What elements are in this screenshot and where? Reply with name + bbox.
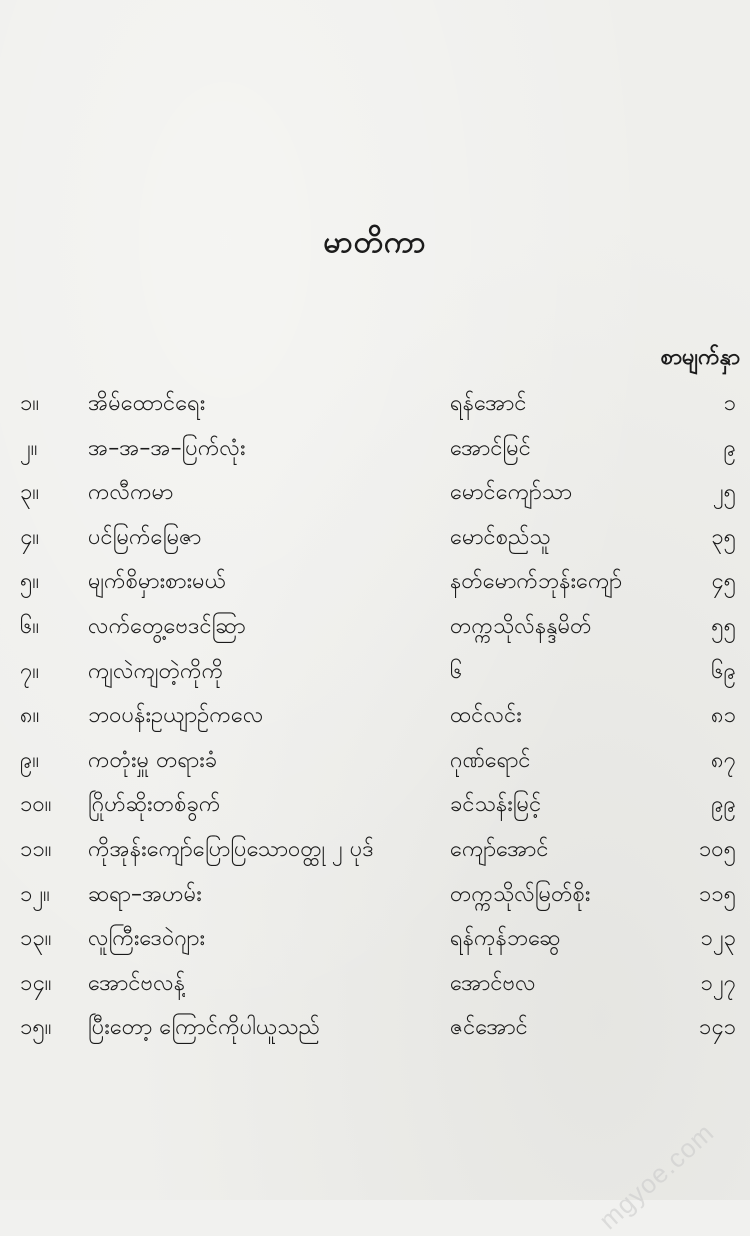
chapter-title: မျက်စိမှားစားမယ် <box>88 569 227 595</box>
page-number: ၉ <box>723 435 736 461</box>
entry-number: ၁၄။ <box>20 970 52 996</box>
page-number: ၁၄၁ <box>698 1015 736 1041</box>
author-name: မောင်ကျော်သာ <box>450 480 573 506</box>
toc-entry <box>0 873 750 918</box>
entry-number: ၁၀။ <box>20 792 52 818</box>
author-name: ရန်အောင် <box>450 391 527 416</box>
page-number: ၂၅ <box>712 480 736 506</box>
toc-entry <box>0 516 750 561</box>
page-number: ၅၅ <box>711 613 736 639</box>
toc-entry <box>0 650 750 695</box>
toc-entry <box>0 962 750 1007</box>
author-name: ထင်လင်း <box>450 703 522 729</box>
toc-entry <box>0 605 750 650</box>
page-number: ၄၅ <box>711 569 736 595</box>
page-number-column-header: စာမျက်နှာ <box>660 345 740 370</box>
chapter-title: အိမ်ထောင်ရေး <box>88 391 206 416</box>
watermark: mgyoe.com <box>592 1116 720 1236</box>
entry-number: ၆။ <box>20 613 40 639</box>
author-name: အောင်မြင် <box>450 435 531 461</box>
toc-entry <box>0 783 750 828</box>
page-number: ၁၂၇ <box>700 970 736 996</box>
entry-number: ၂။ <box>20 435 38 461</box>
author-name: ကျော်အောင် <box>450 836 549 862</box>
toc-entry <box>0 1006 750 1051</box>
table-of-contents <box>0 382 750 1051</box>
author-name: နတ်မောက်ဘုန်းကျော် <box>450 569 623 595</box>
chapter-title: ပင်မြက်မြေဇာ <box>88 524 202 550</box>
entry-number: ၄။ <box>20 524 40 550</box>
author-name: ရန်ကုန်ဘဆွေ <box>450 926 561 952</box>
author-name: ခင်သန်းမြင့် <box>450 792 542 818</box>
page-number: ၁၂၃ <box>700 926 736 952</box>
chapter-title: ကိုအုန်းကျော်ပြောပြသောဝတ္ထု ၂ ပုဒ် <box>88 836 374 862</box>
author-name: တက္ကသိုလ်မြတ်စိုး <box>450 881 591 907</box>
entry-number: ၁၃။ <box>20 926 52 952</box>
toc-entry <box>0 560 750 605</box>
toc-entry <box>0 427 750 472</box>
author-name: ဂုဏ်ရောင် <box>450 747 531 773</box>
chapter-title: လက်တွေ့ဗေဒင်ဆြာ <box>88 613 246 639</box>
chapter-title: ပြီးတော့ ကြောင်ကိုပါယူသည် <box>88 1015 320 1041</box>
entry-number: ၇။ <box>20 658 40 684</box>
chapter-title: ကျလဲကျတဲ့ကိုကို <box>88 658 224 684</box>
entry-number: ၁၅။ <box>20 1015 52 1041</box>
toc-entry <box>0 471 750 516</box>
page-number: ၁ <box>723 391 736 416</box>
toc-entry <box>0 694 750 739</box>
entry-number: ၉။ <box>20 747 40 773</box>
chapter-title: ကလီကမာ <box>88 480 174 506</box>
chapter-title: အောင်ဗလန့် <box>88 970 186 996</box>
chapter-title: ကတုံးမှူ တရားခံ <box>88 747 218 773</box>
page-number: ၁၁၅ <box>698 881 736 907</box>
page-number: ၃၅ <box>711 524 736 550</box>
page-number: ၉၉ <box>711 792 736 818</box>
chapter-title: အ–အ–အ–ပြက်လုံး <box>88 435 246 461</box>
author-name: ၆ <box>450 658 463 684</box>
entry-number: ၃။ <box>20 480 40 506</box>
chapter-title: ဂြိုဟ်ဆိုးတစ်ခွက် <box>88 792 221 818</box>
author-name: ဇင်အောင် <box>450 1015 528 1041</box>
chapter-title: လူကြီးဒေဝဲဂျား <box>88 926 206 952</box>
author-name: မောင်စည်သူ <box>450 524 551 550</box>
toc-entry <box>0 917 750 962</box>
toc-entry <box>0 382 750 427</box>
entry-number: ၅။ <box>20 569 40 595</box>
entry-number: ၈။ <box>20 703 40 729</box>
page-number: ၈၇ <box>711 747 736 773</box>
entry-number: ၁၂။ <box>20 881 50 907</box>
chapter-title: ဆရာ–အဟမ်း <box>88 881 202 907</box>
author-name: တက္ကသိုလ်နန္ဒမိတ် <box>450 613 592 639</box>
toc-entry <box>0 828 750 873</box>
author-name: အောင်ဗလ <box>450 970 536 996</box>
page-number: ၈၁ <box>711 703 736 729</box>
page-number: ၆၉ <box>711 658 736 684</box>
chapter-title: ဘဝပန်းဥယျာဉ်ကလေ <box>88 703 264 729</box>
entry-number: ၁။ <box>20 391 40 416</box>
page-number: ၁၀၅ <box>698 836 736 862</box>
entry-number: ၁၁။ <box>20 836 52 862</box>
page-title: မာတိကာ <box>323 225 427 260</box>
toc-entry <box>0 739 750 784</box>
